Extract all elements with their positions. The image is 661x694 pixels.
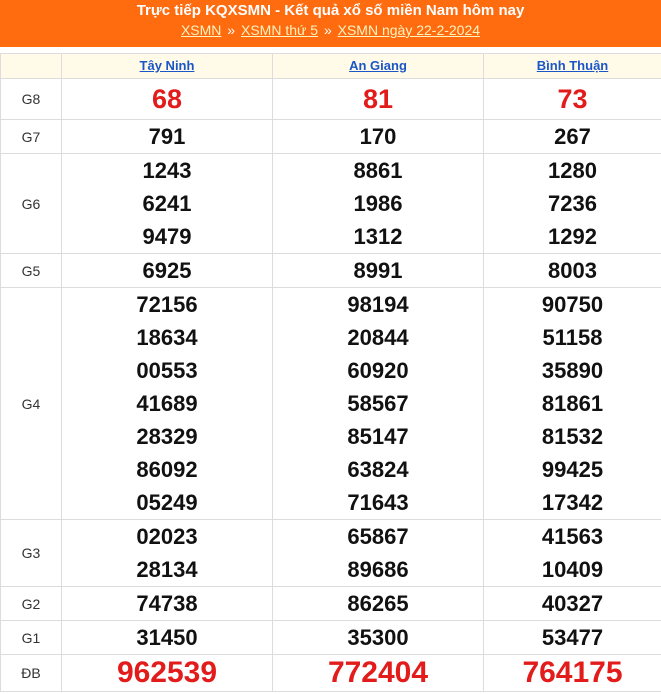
prize-cell [62, 288, 273, 520]
prize-number: 81 [362, 84, 394, 114]
prize-number: 10409 [541, 557, 604, 582]
prize-cell [62, 154, 273, 254]
prize-number: 764175 [522, 656, 623, 689]
prize-cell [484, 621, 661, 655]
prize-cell [273, 120, 484, 154]
prize-number: 9479 [142, 224, 192, 249]
prize-cell [273, 621, 484, 655]
breadcrumb-xsmn-thu5-link[interactable]: XSMN thứ 5 [240, 22, 319, 38]
prize-number: 71643 [347, 490, 409, 515]
prize-number: 962539 [116, 656, 218, 689]
prize-rows [1, 79, 661, 692]
prize-number: 85147 [347, 424, 409, 449]
prize-row-g8 [1, 79, 661, 120]
prize-number: 28329 [136, 424, 198, 449]
prize-cell [273, 655, 484, 692]
province-link-binh-thuan[interactable]: Bình Thuận [536, 58, 609, 73]
breadcrumb-separator: » [323, 22, 332, 38]
prize-label: G5 [1, 254, 62, 288]
prize-row-g2 [1, 587, 661, 621]
prize-number: 7236 [548, 191, 597, 216]
prize-cell [484, 120, 661, 154]
prize-number: 1280 [548, 158, 597, 183]
prize-number: 99425 [541, 457, 604, 482]
prize-number: 35300 [347, 625, 409, 650]
prize-number: 41689 [136, 391, 198, 416]
province-link-an-giang[interactable]: An Giang [349, 58, 407, 73]
prize-cell [484, 520, 661, 587]
prize-number: 58567 [347, 391, 409, 416]
prize-number: 1312 [353, 224, 403, 249]
results-table [0, 53, 661, 692]
province-header-row [1, 54, 661, 79]
province-header [273, 54, 484, 79]
prize-number: 00553 [136, 358, 198, 383]
prize-cell [62, 254, 273, 288]
prize-number: 8861 [353, 158, 403, 183]
breadcrumb-xsmn-link[interactable]: XSMN [180, 22, 222, 38]
prize-cell [273, 154, 484, 254]
prize-number: 86265 [347, 591, 409, 616]
prize-row-g3 [1, 520, 661, 587]
prize-number: 772404 [327, 656, 429, 689]
prize-cell [273, 587, 484, 621]
prize-number: 8991 [353, 258, 403, 283]
prize-row-g4 [1, 288, 661, 520]
prize-cell [484, 655, 661, 692]
prize-cell [62, 120, 273, 154]
prize-number: 53477 [541, 625, 604, 650]
province-link-tay-ninh[interactable]: Tây Ninh [139, 58, 195, 73]
prize-number: 89686 [347, 557, 409, 582]
prize-cell [273, 254, 484, 288]
breadcrumb-separator: » [227, 22, 236, 38]
prize-number: 35890 [541, 358, 604, 383]
prize-cell [484, 587, 661, 621]
prize-number: 20844 [347, 325, 409, 350]
prize-number: 86092 [136, 457, 198, 482]
breadcrumb-xsmn-date-link[interactable]: XSMN ngày 22-2-2024 [337, 22, 481, 38]
prize-row-g5 [1, 254, 661, 288]
prize-number: 72156 [136, 292, 198, 317]
prize-row-db [1, 655, 661, 692]
prize-number: 6925 [142, 258, 192, 283]
prize-number: 74738 [136, 591, 198, 616]
prize-number: 17342 [541, 490, 604, 515]
page-header [0, 0, 661, 47]
prize-number: 81861 [541, 391, 604, 416]
prize-number: 267 [554, 124, 591, 149]
prize-cell [62, 79, 273, 120]
prize-cell [62, 520, 273, 587]
prize-number: 41563 [541, 524, 604, 549]
prize-number: 63824 [347, 457, 409, 482]
prize-number: 1292 [548, 224, 597, 249]
prize-number: 28134 [136, 557, 198, 582]
prize-cell [273, 288, 484, 520]
corner-cell [1, 54, 62, 79]
prize-number: 31450 [136, 625, 198, 650]
prize-cell [484, 254, 661, 288]
prize-cell [484, 154, 661, 254]
prize-label: G4 [1, 288, 62, 520]
prize-label: G7 [1, 120, 62, 154]
prize-label: G6 [1, 154, 62, 254]
prize-cell [484, 288, 661, 520]
province-header [484, 54, 661, 79]
prize-row-g7 [1, 120, 661, 154]
prize-label: G8 [1, 79, 62, 120]
prize-number: 98194 [347, 292, 409, 317]
prize-number: 81532 [541, 424, 604, 449]
prize-cell [62, 655, 273, 692]
prize-number: 02023 [136, 524, 198, 549]
prize-number: 40327 [541, 591, 604, 616]
prize-label: ĐB [1, 655, 62, 692]
prize-number: 73 [557, 84, 588, 114]
prize-number: 51158 [542, 325, 603, 350]
prize-cell [273, 79, 484, 120]
prize-label: G2 [1, 587, 62, 621]
province-header [62, 54, 273, 79]
prize-number: 68 [151, 84, 183, 114]
prize-number: 1243 [142, 158, 192, 183]
prize-number: 791 [148, 124, 186, 149]
prize-number: 170 [359, 124, 397, 149]
prize-number: 60920 [347, 358, 409, 383]
page-title: Trực tiếp KQXSMN - Kết quả xổ số miền Nam hôm nay [136, 2, 525, 19]
prize-number: 05249 [136, 490, 198, 515]
breadcrumb [0, 20, 661, 40]
prize-cell [273, 520, 484, 587]
prize-number: 6241 [142, 191, 192, 216]
prize-cell [62, 621, 273, 655]
prize-cell [62, 587, 273, 621]
prize-cell [484, 79, 661, 120]
prize-label: G3 [1, 520, 62, 587]
prize-row-g6 [1, 154, 661, 254]
prize-number: 65867 [347, 524, 409, 549]
prize-row-g1 [1, 621, 661, 655]
prize-number: 8003 [548, 258, 597, 283]
prize-number: 1986 [353, 191, 403, 216]
prize-number: 90750 [541, 292, 604, 317]
prize-number: 18634 [136, 325, 198, 350]
prize-label: G1 [1, 621, 62, 655]
